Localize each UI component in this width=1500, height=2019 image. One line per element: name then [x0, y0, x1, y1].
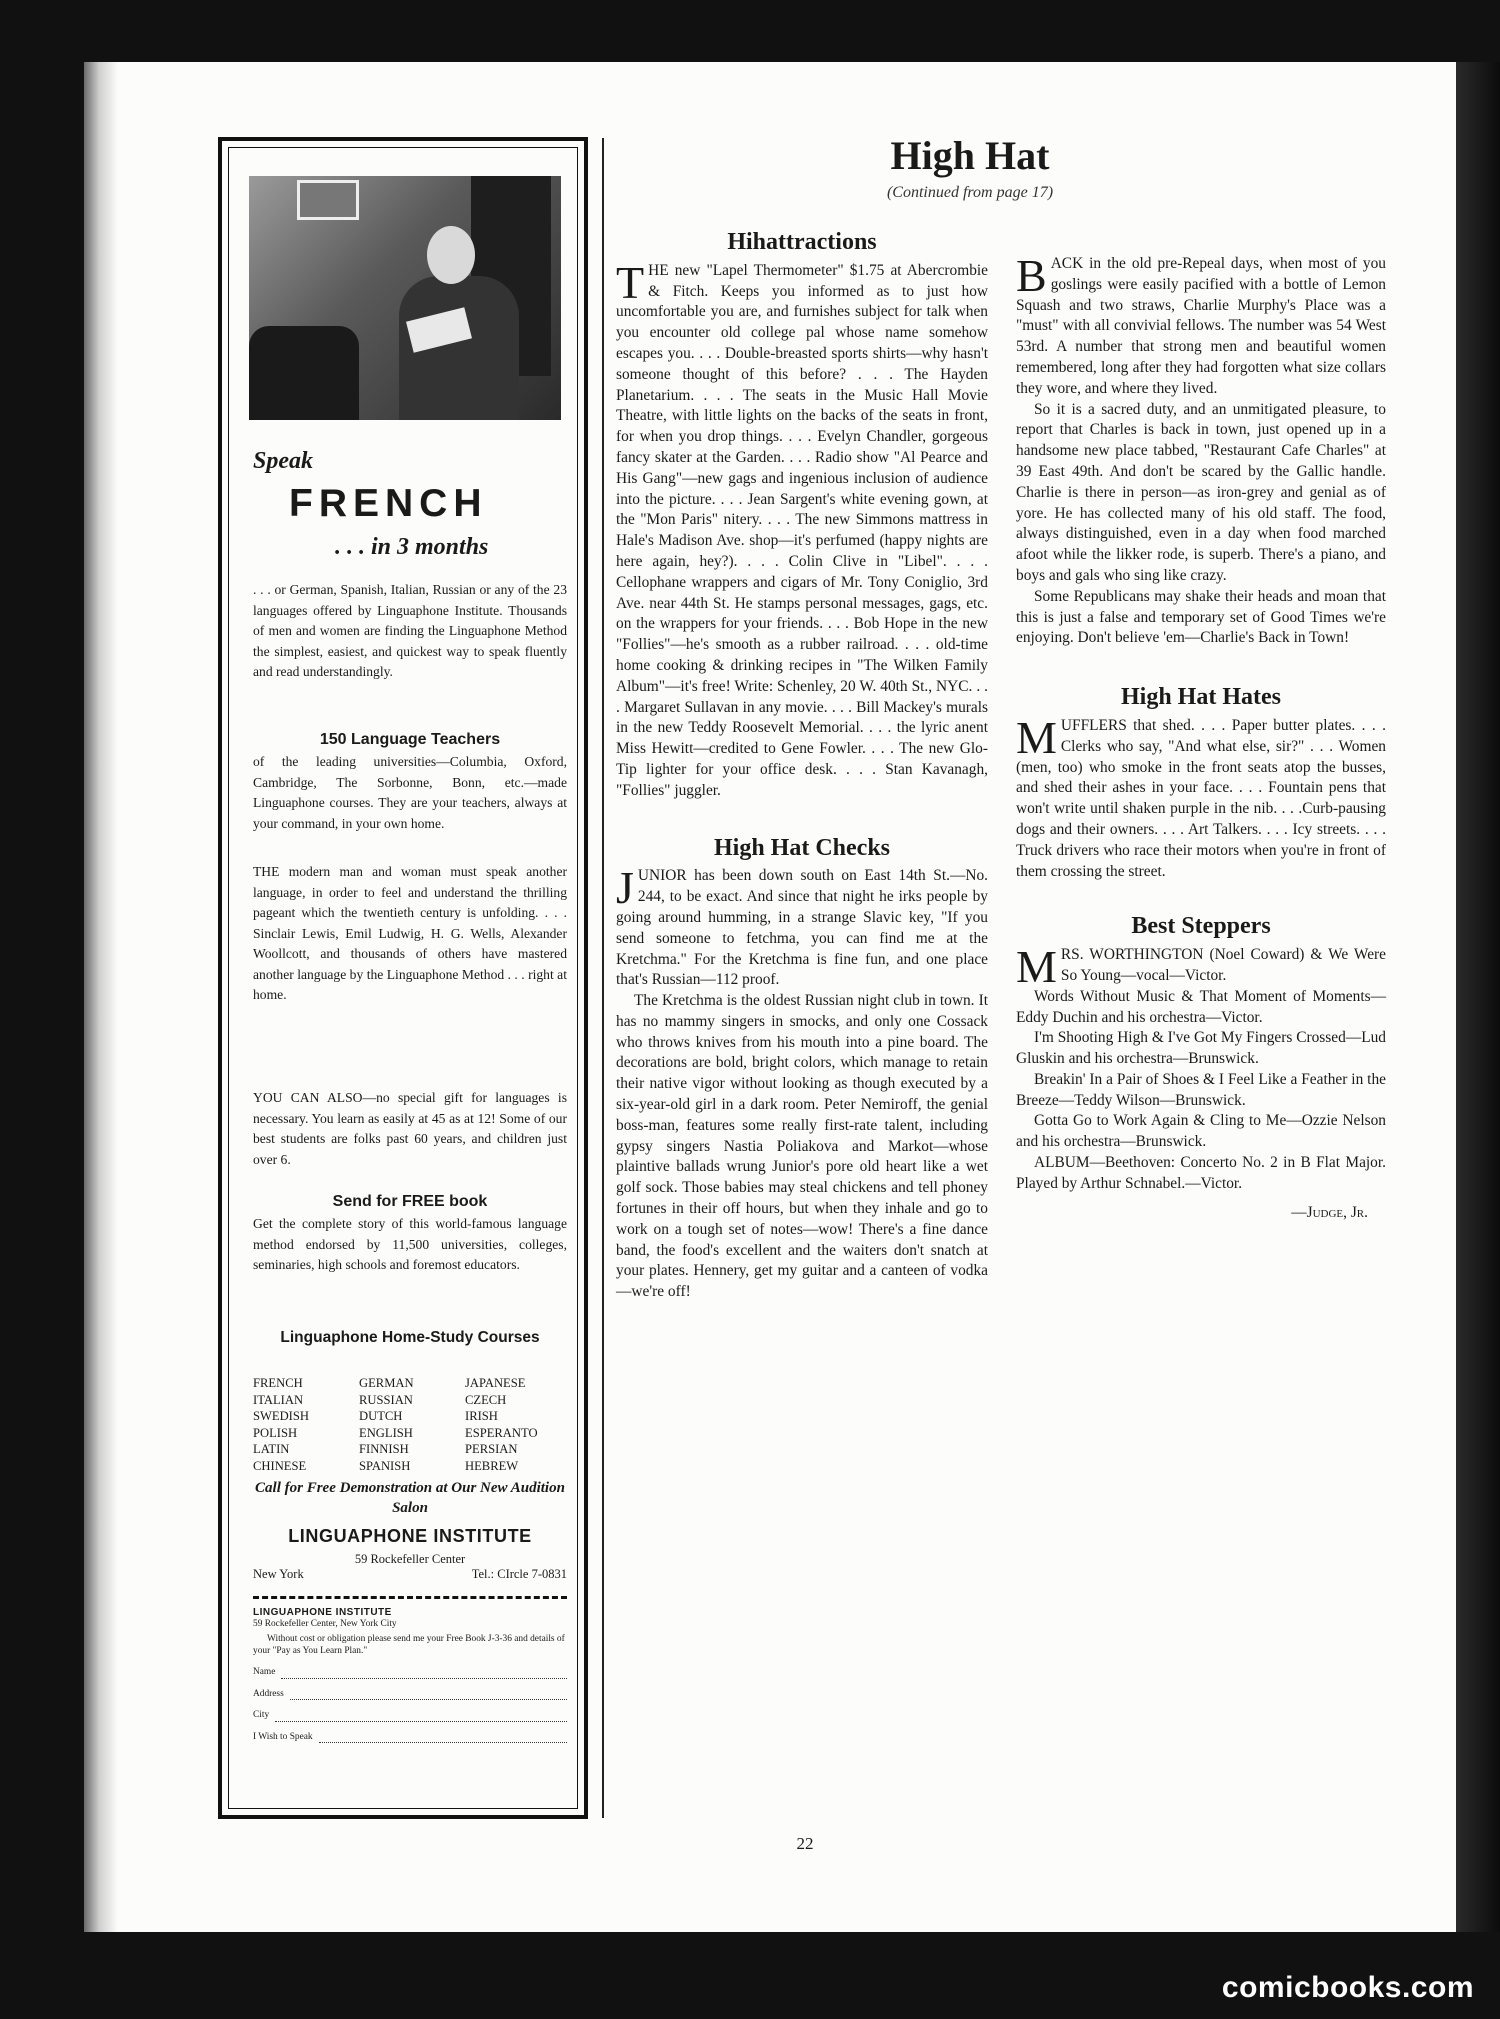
ad-language-item: DUTCH — [359, 1409, 403, 1423]
article-paragraph — [1016, 1070, 1386, 1112]
paragraph-text: RS. WORTHINGTON (Noel Coward) & We Were So Young—vocal—Victor. — [1060, 946, 1386, 984]
article-paragraph — [1016, 1111, 1386, 1153]
ad-phone: Tel.: CIrcle 7-0831 — [471, 1567, 567, 1581]
paragraph-text: The Kretchma is the oldest Russian night club in town. It has no mammy singers in smocks, and only one Cossack who throws knives from his mouth into a pine board. The decorations are bold, bright colors, which manage to retain their native vigor without looking as though executed by a six-year-old girl in a dark room. Peter Nemiroff, the genial boss-man, features some really first-rate talent, including gypsy singers Nastia Poliakova and Markot—whose plaintive ballads wrung Junior's pore old heart like a wet golf sock. Those babies may steal chickens and tell phoney fortunes in their off hours, but when they inhale and go to work on a tough set of notes—wow! There's a fine dance band, the food's excellent and the waiters don't snatch at your plates. Hennery, get my guitar and a canteen of vodka—we're off! — [616, 992, 988, 1301]
article-paragraph — [1016, 1028, 1386, 1070]
ad-months: . . . in 3 months — [335, 534, 489, 560]
coupon-field-line[interactable] — [319, 1732, 567, 1743]
ad-call-text: Call for Free Demonstration at Our New Audition Salon — [255, 1480, 565, 1516]
column-rule — [602, 138, 604, 1818]
page-binding-shadow — [84, 62, 118, 1932]
paragraph-text: Gotta Go to Work Again & Cling to Me—Ozzie Nelson and his orchestra—Brunswick. — [1016, 1112, 1386, 1151]
article-paragraph — [1016, 400, 1386, 587]
paragraph-text: ALBUM—Beethoven: Concerto No. 2 in B Flat Major. Played by Arthur Schnabel.—Victor. — [1016, 1154, 1386, 1192]
article-column-left — [616, 229, 988, 1303]
ad-language-item: GERMAN — [359, 1376, 414, 1390]
section-heading: Best Steppers — [1131, 913, 1271, 940]
article-paragraph — [1016, 1153, 1386, 1195]
coupon-address: 59 Rockefeller Center, New York City — [253, 1618, 397, 1629]
ad-language-item: FINNISH — [359, 1442, 409, 1456]
coupon-text: Without cost or obligation please send me your Free Book J-3-36 and details of your "Pay as You Learn Plan." — [253, 1634, 565, 1656]
paragraph-text: UFFLERS that shed. . . . Paper butter plates. . . . Clerks who say, "And what else, sir?" . . . Women (men, too) who smoke in the front seats atop the busses, and shed their ashes in your face. . . . Fountain pens that won't write until shaken purple in the nib. . . .Curb-pausing dogs and their owners. . . . Art Talkers. . . . Icy streets. . . . Truck drivers who race their motors when you're in front of them crossing the street. — [1016, 716, 1386, 880]
ad-language-item: HEBREW — [465, 1458, 519, 1473]
coupon-field-label: Address — [253, 1688, 284, 1699]
section-heading: High Hat Hates — [1121, 684, 1281, 711]
ad-language-list — [253, 1375, 567, 1474]
picture-frame — [297, 180, 359, 220]
drop-cap: M — [1016, 941, 1057, 993]
chair-shape — [249, 326, 359, 420]
article-paragraph — [1016, 711, 1386, 882]
ad-inner-border — [228, 147, 578, 1809]
coupon-field-row — [253, 1667, 567, 1679]
coupon-field-line[interactable] — [281, 1668, 567, 1679]
article-column-right — [1016, 232, 1386, 1223]
ad-language-item: ENGLISH — [359, 1425, 413, 1440]
article-paragraph — [616, 862, 988, 991]
ad-language-item: ITALIAN — [253, 1392, 304, 1407]
article-paragraph — [1016, 587, 1386, 649]
drop-cap: J — [616, 862, 634, 914]
ad-language-item: PERSIAN — [465, 1442, 518, 1456]
ad-photo-man-reading — [249, 176, 561, 420]
ad-language-item: JAPANESE — [465, 1376, 526, 1390]
ad-speak: Speak — [253, 448, 313, 474]
ad-teachers-text: of the leading universities—Columbia, Oxford, Cambridge, The Sorbonne, Bonn, etc.—made Linguaphone courses. They are your teachers, always at your command, in your own home. — [253, 754, 567, 831]
coupon-field-line[interactable] — [275, 1711, 567, 1722]
section-heading: High Hat Checks — [713, 834, 890, 861]
section-heading: Hihattractions — [727, 229, 877, 255]
paragraph-text: Breakin' In a Pair of Shoes & I Feel Like a Feather in the Breeze—Teddy Wilson—Brunswick. — [1016, 1070, 1386, 1109]
ad-language-item: ESPERANTO — [465, 1425, 538, 1440]
ad-free-heading: Send for FREE book — [332, 1193, 488, 1210]
drop-cap: M — [1016, 711, 1057, 763]
coupon-field-label: City — [253, 1710, 270, 1720]
next-page-edge — [1456, 62, 1500, 1932]
ad-language-item: LATIN — [253, 1442, 290, 1456]
ad-institute-name: LINGUAPHONE INSTITUTE — [288, 1526, 532, 1546]
ad-city: New York — [253, 1567, 304, 1581]
article-paragraph — [616, 256, 988, 802]
drop-cap: B — [1016, 250, 1047, 301]
paragraph-text: HE new "Lapel Thermometer" $1.75 at Abercrombie & Fitch. Keeps you informed as to just how uncomfortable you are, and furnishes subject for talk when you encounter old college pal whose name somehow escapes you. . . . Double-breasted sports shirts—why hasn't someone thought of this before? . . . The Hayden Planetarium. . . . The seats in the Music Hall Movie Theatre, with little lights on the backs of the seats in front, for when you drop things. . . . Evelyn Chandler, gorgeous fancy skater at the Garden. . . . Radio show "Al Pearce and His Gang"—new gags and ingenious inclusion of audience into the picture. . . . Jean Sargent's white evening gown, at the "Mon Paris" nitery. . . . The new Simmons mattress in Hale's Madison Ave. shop—it's perfumed (happy nights are here again, hey?). . . . Colin Clive in "Libel". . . . Cellophane wrappers and cigars of Mr. Tony Coniglio, 3rd Ave. near 44th St. He stamps personal messages, gags, etc. on the wrappers for your friends. . . . Bob Hope in the new "Follies"—he's smooth as a rubber railroad. . . . old-time home cooking & drinking recipes in "The Wilken Family Album"—it's free! Write: Schenley, 20 W. 40th St., NYC. . . . Margaret Sullavan in any movie. . . . Bill Mackey's murals in the new Teddy Roosevelt Memorial. . . . the lyric anent Miss Hewitt—credited to Gene Fowler. . . . The new Glo-Tip lighter for your office desk. . . . Stan Kavanagh, "Follies" juggler. — [616, 261, 988, 799]
watermark: comicbooks.com — [1221, 1971, 1474, 2004]
man-head — [427, 226, 475, 284]
ad-teachers-heading: 150 Language Teachers — [319, 731, 501, 748]
coupon-field-label: Name — [253, 1667, 276, 1677]
article-paragraph — [616, 991, 988, 1303]
ad-language-item: POLISH — [253, 1425, 298, 1440]
article-paragraph — [1016, 941, 1386, 993]
ad-courses-heading: Linguaphone Home-Study Courses — [280, 1329, 540, 1346]
ad-free-text: Get the complete story of this world-famous language method endorsed by 11,500 universities, colleges, seminaries, high schools and foremost educators. — [253, 1216, 567, 1272]
ad-also-text: YOU CAN ALSO—no special gift for languages is necessary. You learn as easily at 45 as at 12! Some of our best students are folks past 60 years, and children just over 6. — [253, 1090, 567, 1167]
continued-note: (Continued from page 17) — [886, 184, 1054, 201]
paragraph-text: Some Republicans may shake their heads and moan that this is just a false and temporary set of Good Times we're enjoying. Don't believe 'em—Charlie's Back in Town! — [1016, 587, 1386, 647]
paragraph-text: UNIOR has been down south on East 14th St.—No. 244, to be exact. And since that night he irks people by going around humming, in a strange Slavic key, "If you send someone to fetchma, you can find me at the Kretchma." For the Kretchma is fine fun, and one place that's Russian—112 proof. — [616, 867, 988, 989]
coupon-fields — [253, 1667, 567, 1743]
article-title: High Hat — [890, 133, 1050, 178]
ad-intro: . . . or German, Spanish, Italian, Russian or any of the 23 languages offered by Linguaphone Institute. Thousands of men and women are finding the Linguaphone Method the simplest, easiest, and quickest way to speak fluently and read understandingly. — [253, 582, 567, 679]
coupon-field-row — [253, 1732, 567, 1744]
article-paragraph — [1016, 250, 1386, 400]
ad-language-title: FRENCH — [289, 482, 488, 525]
ad-language-item: IRISH — [465, 1409, 498, 1423]
ad-coupon[interactable] — [253, 1596, 567, 1743]
ad-language-item: CHINESE — [253, 1458, 307, 1473]
article-paragraph — [1016, 987, 1386, 1029]
paragraph-text: ACK in the old pre-Repeal days, when most of you goslings were easily pacified with a bottle of Lemon Squash and two straws, Charlie Murphy's Place was a "must" with all convivial fellows. The number was 54 West 53rd. A number that strong men and beautiful women remembered, long after they had forgotten what size collars they wore, and where they lived. — [1016, 255, 1386, 397]
coupon-field-label: I Wish to Speak — [253, 1731, 313, 1742]
paragraph-text: I'm Shooting High & I've Got My Fingers Crossed—Lud Gluskin and his orchestra—Brunswick. — [1016, 1029, 1386, 1068]
coupon-field-row — [253, 1710, 567, 1722]
ad-language-item: RUSSIAN — [359, 1392, 413, 1407]
ad-address: 59 Rockefeller Center — [354, 1552, 466, 1566]
paragraph-text: So it is a sacred duty, and an unmitigated pleasure, to report that Charles is back in town, just opened up in a handsome new place tabbed, "Restaurant Cafe Charles" at 39 East 49th. And don't be scared by the Gallic handle. Charlie is there in person—as iron-grey and genial as of yore. He has collected many of his old staff. The food, always distinguished, even in a day when food marched afoot while the likker rode, is superb. There's a piano, and boys and gals who sing like crazy. — [1016, 400, 1386, 584]
ad-address-block — [253, 1552, 567, 1582]
coupon-heading: LINGUAPHONE INSTITUTE — [253, 1607, 392, 1618]
page-number: 22 — [796, 1834, 814, 1853]
drop-cap: T — [616, 256, 645, 308]
paragraph-text: Words Without Music & That Moment of Moments—Eddy Duchin and his orchestra—Victor. — [1016, 987, 1386, 1026]
ad-modern-text: THE modern man and woman must speak another language, in order to feel and understand the thrilling pageant which the twentieth century is unfolding. . . . Sinclair Lewis, Emil Ludwig, H. G. Wells, Alexander Woollcott, and thousands of others have mastered another language by the Linguaphone Method . . . right at home. — [253, 864, 567, 1002]
ad-language-item: CZECH — [465, 1392, 507, 1407]
article-signature: —Judge, Jr. — [1291, 1203, 1368, 1221]
ad-language-item: SPANISH — [359, 1458, 411, 1473]
ad-language-item: FRENCH — [253, 1376, 303, 1390]
coupon-field-line[interactable] — [290, 1689, 567, 1700]
ad-language-item: SWEDISH — [253, 1409, 309, 1423]
coupon-field-row — [253, 1689, 567, 1701]
linguaphone-advertisement — [218, 137, 588, 1819]
